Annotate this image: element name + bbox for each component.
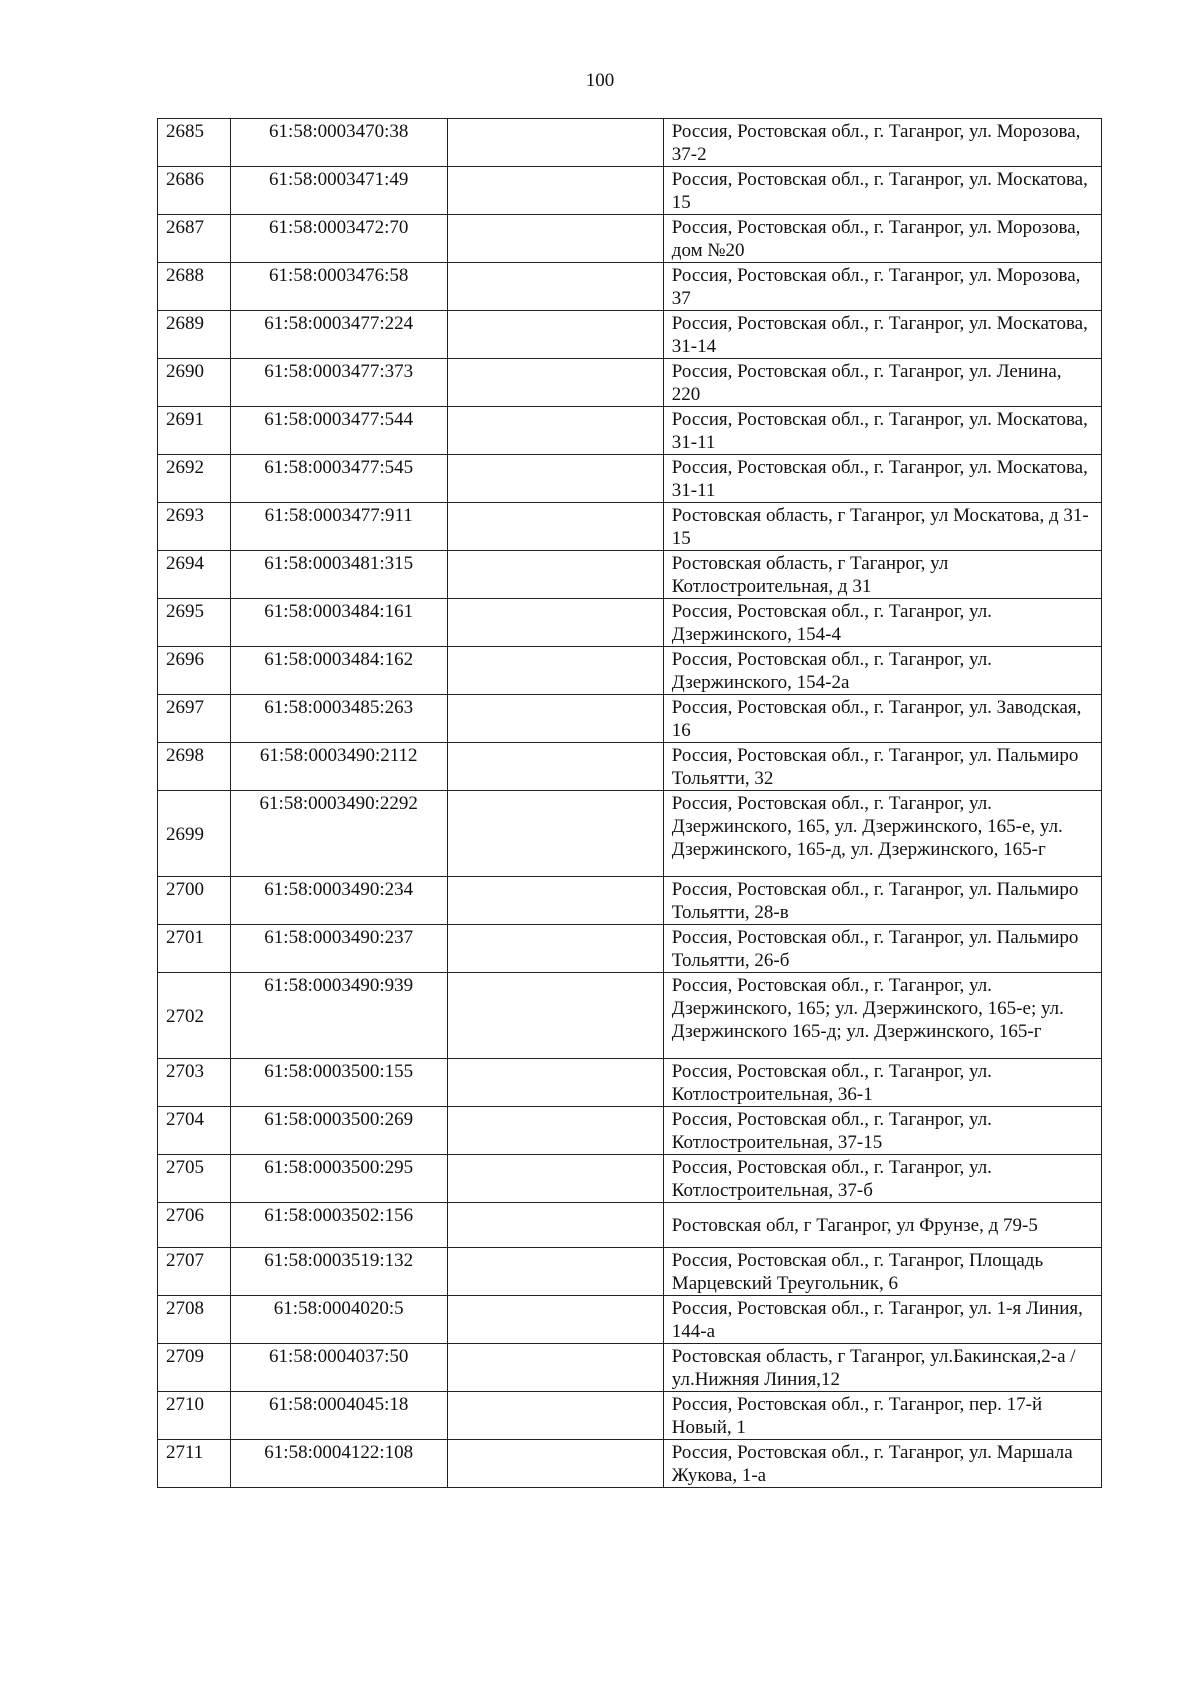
empty-cell [447, 1107, 663, 1155]
cadastral-number: 61:58:0003500:155 [230, 1059, 447, 1107]
address: Россия, Ростовская обл., г. Таганрог, ул. Заводская, 16 [663, 695, 1101, 743]
cadastral-number: 61:58:0003490:2112 [230, 743, 447, 791]
address: Ростовская область, г Таганрог, ул Москатова, д 31-15 [663, 503, 1101, 551]
table-row [158, 743, 1102, 791]
row-number: 2703 [158, 1059, 231, 1107]
empty-cell [447, 1440, 663, 1488]
table-row [158, 599, 1102, 647]
table-row [158, 407, 1102, 455]
table-row [158, 925, 1102, 973]
address: Ростовская обл, г Таганрог, ул Фрунзе, д 79-5 [663, 1203, 1101, 1248]
cadastral-number: 61:58:0003490:234 [230, 877, 447, 925]
empty-cell [447, 1155, 663, 1203]
cadastral-number: 61:58:0003485:263 [230, 695, 447, 743]
cadastral-number: 61:58:0003476:58 [230, 263, 447, 311]
row-number: 2699 [158, 791, 231, 877]
empty-cell [447, 1203, 663, 1248]
address: Россия, Ростовская обл., г. Таганрог, ул. Морозова, дом №20 [663, 215, 1101, 263]
row-number: 2692 [158, 455, 231, 503]
empty-cell [447, 119, 663, 167]
cadastral-number: 61:58:0003500:269 [230, 1107, 447, 1155]
row-number: 2706 [158, 1203, 231, 1248]
address: Россия, Ростовская обл., г. Таганрог, ул. 1-я Линия, 144-а [663, 1296, 1101, 1344]
empty-cell [447, 743, 663, 791]
row-number: 2704 [158, 1107, 231, 1155]
row-number: 2708 [158, 1296, 231, 1344]
address: Россия, Ростовская обл., г. Таганрог, ул. Пальмиро Тольятти, 32 [663, 743, 1101, 791]
table-row [158, 215, 1102, 263]
row-number: 2695 [158, 599, 231, 647]
land-plot-table [157, 118, 1102, 1488]
empty-cell [447, 877, 663, 925]
cadastral-number: 61:58:0003484:161 [230, 599, 447, 647]
address: Россия, Ростовская обл., г. Таганрог, ул. Ленина, 220 [663, 359, 1101, 407]
cadastral-number: 61:58:0003481:315 [230, 551, 447, 599]
cadastral-number: 61:58:0003484:162 [230, 647, 447, 695]
table-row [158, 877, 1102, 925]
cadastral-number: 61:58:0003477:224 [230, 311, 447, 359]
row-number: 2694 [158, 551, 231, 599]
row-number: 2707 [158, 1248, 231, 1296]
table-row [158, 1155, 1102, 1203]
table-row [158, 695, 1102, 743]
row-number: 2701 [158, 925, 231, 973]
cadastral-number: 61:58:0003490:939 [230, 973, 447, 1059]
page-number: 100 [585, 70, 615, 91]
address: Россия, Ростовская обл., г. Таганрог, ул. Дзержинского, 165, ул. Дзержинского, 165-е, ул. Дзержинского, 165-д, ул. Дзержинского, 165-г [663, 791, 1101, 877]
cadastral-number: 61:58:0004045:18 [230, 1392, 447, 1440]
table-row [158, 455, 1102, 503]
table-row [158, 1392, 1102, 1440]
table-row [158, 1059, 1102, 1107]
row-number: 2709 [158, 1344, 231, 1392]
cadastral-number: 61:58:0003500:295 [230, 1155, 447, 1203]
address: Россия, Ростовская обл., г. Таганрог, ул. Дзержинского, 154-2а [663, 647, 1101, 695]
address: Россия, Ростовская обл., г. Таганрог, ул. Морозова, 37 [663, 263, 1101, 311]
row-number: 2693 [158, 503, 231, 551]
address: Россия, Ростовская обл., г. Таганрог, ул. Дзержинского, 154-4 [663, 599, 1101, 647]
cadastral-number: 61:58:0003470:38 [230, 119, 447, 167]
row-number: 2698 [158, 743, 231, 791]
empty-cell [447, 1296, 663, 1344]
cadastral-number: 61:58:0003502:156 [230, 1203, 447, 1248]
row-number: 2696 [158, 647, 231, 695]
address: Россия, Ростовская обл., г. Таганрог, ул. Пальмиро Тольятти, 26-б [663, 925, 1101, 973]
empty-cell [447, 215, 663, 263]
address: Россия, Ростовская обл., г. Таганрог, ул. Пальмиро Тольятти, 28-в [663, 877, 1101, 925]
empty-cell [447, 359, 663, 407]
row-number: 2702 [158, 973, 231, 1059]
row-number: 2691 [158, 407, 231, 455]
empty-cell [447, 167, 663, 215]
address: Россия, Ростовская обл., г. Таганрог, Площадь Марцевский Треугольник, 6 [663, 1248, 1101, 1296]
cadastral-number: 61:58:0003477:911 [230, 503, 447, 551]
empty-cell [447, 791, 663, 877]
empty-cell [447, 695, 663, 743]
table-row [158, 791, 1102, 877]
row-number: 2705 [158, 1155, 231, 1203]
address: Ростовская область, г Таганрог, ул.Бакинская,2-а / ул.Нижняя Линия,12 [663, 1344, 1101, 1392]
table-row [158, 311, 1102, 359]
address: Россия, Ростовская обл., г. Таганрог, ул. Москатова, 31-11 [663, 407, 1101, 455]
cadastral-number: 61:58:0004020:5 [230, 1296, 447, 1344]
empty-cell [447, 925, 663, 973]
empty-cell [447, 311, 663, 359]
table-row [158, 119, 1102, 167]
table-row [158, 1107, 1102, 1155]
empty-cell [447, 647, 663, 695]
row-number: 2697 [158, 695, 231, 743]
empty-cell [447, 407, 663, 455]
table-row [158, 1440, 1102, 1488]
cadastral-number: 61:58:0003519:132 [230, 1248, 447, 1296]
address: Россия, Ростовская обл., г. Таганрог, ул. Москатова, 15 [663, 167, 1101, 215]
table-row [158, 503, 1102, 551]
table-row [158, 359, 1102, 407]
cadastral-number: 61:58:0004037:50 [230, 1344, 447, 1392]
row-number: 2700 [158, 877, 231, 925]
empty-cell [447, 1059, 663, 1107]
table-row [158, 1344, 1102, 1392]
table-row [158, 1296, 1102, 1344]
address: Россия, Ростовская обл., г. Таганрог, ул. Котлостроительная, 37-15 [663, 1107, 1101, 1155]
cadastral-number: 61:58:0003471:49 [230, 167, 447, 215]
row-number: 2690 [158, 359, 231, 407]
cadastral-number: 61:58:0003477:545 [230, 455, 447, 503]
empty-cell [447, 973, 663, 1059]
cadastral-number: 61:58:0003472:70 [230, 215, 447, 263]
empty-cell [447, 1344, 663, 1392]
cadastral-number: 61:58:0003490:237 [230, 925, 447, 973]
address: Россия, Ростовская обл., г. Таганрог, ул. Котлостроительная, 36-1 [663, 1059, 1101, 1107]
table-row [158, 1203, 1102, 1248]
table-row [158, 1248, 1102, 1296]
row-number: 2689 [158, 311, 231, 359]
address: Россия, Ростовская обл., г. Таганрог, ул. Котлостроительная, 37-б [663, 1155, 1101, 1203]
address: Ростовская область, г Таганрог, ул Котлостроительная, д 31 [663, 551, 1101, 599]
row-number: 2710 [158, 1392, 231, 1440]
empty-cell [447, 551, 663, 599]
empty-cell [447, 455, 663, 503]
cadastral-number: 61:58:0003490:2292 [230, 791, 447, 877]
cadastral-number: 61:58:0004122:108 [230, 1440, 447, 1488]
empty-cell [447, 503, 663, 551]
table-row [158, 263, 1102, 311]
row-number: 2687 [158, 215, 231, 263]
address: Россия, Ростовская обл., г. Таганрог, ул. Москатова, 31-14 [663, 311, 1101, 359]
row-number: 2685 [158, 119, 231, 167]
cadastral-number: 61:58:0003477:373 [230, 359, 447, 407]
table-row [158, 551, 1102, 599]
empty-cell [447, 263, 663, 311]
empty-cell [447, 1392, 663, 1440]
address: Россия, Ростовская обл., г. Таганрог, ул. Москатова, 31-11 [663, 455, 1101, 503]
empty-cell [447, 599, 663, 647]
cadastral-number: 61:58:0003477:544 [230, 407, 447, 455]
row-number: 2686 [158, 167, 231, 215]
row-number: 2688 [158, 263, 231, 311]
row-number: 2711 [158, 1440, 231, 1488]
table-row [158, 647, 1102, 695]
table-row [158, 167, 1102, 215]
empty-cell [447, 1248, 663, 1296]
address: Россия, Ростовская обл., г. Таганрог, пер. 17-й Новый, 1 [663, 1392, 1101, 1440]
table-row [158, 973, 1102, 1059]
address: Россия, Ростовская обл., г. Таганрог, ул. Дзержинского, 165; ул. Дзержинского, 165-е; ул. Дзержинского 165-д; ул. Дзержинского, 165-г [663, 973, 1101, 1059]
address: Россия, Ростовская обл., г. Таганрог, ул. Морозова, 37-2 [663, 119, 1101, 167]
address: Россия, Ростовская обл., г. Таганрог, ул. Маршала Жукова, 1-а [663, 1440, 1101, 1488]
